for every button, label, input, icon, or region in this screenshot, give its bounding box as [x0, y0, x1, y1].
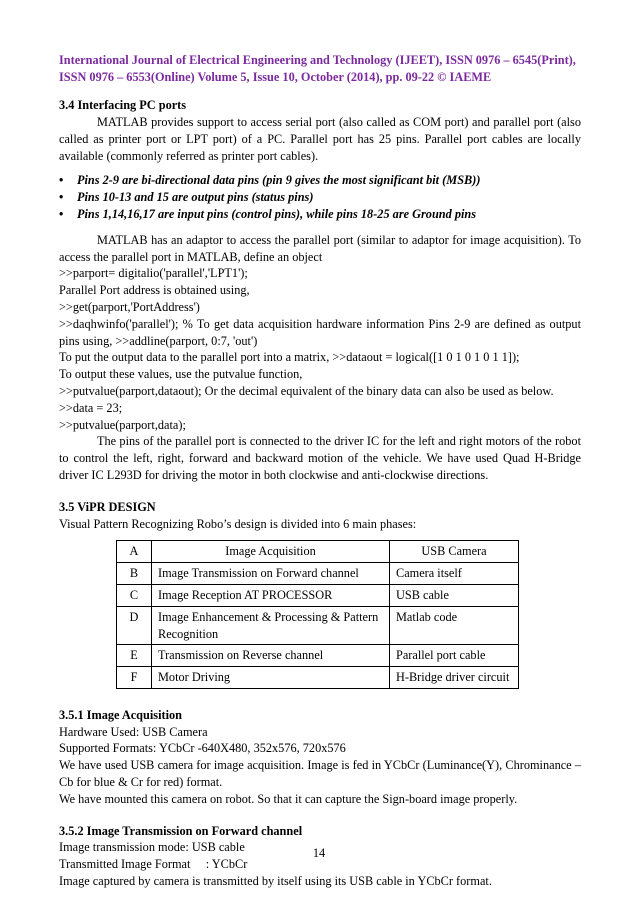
table-cell: USB cable: [390, 584, 519, 606]
section-heading-3-4: 3.4 Interfacing PC ports: [59, 98, 187, 113]
text-line: We have mounted this camera on robot. So that it can capture the Sign-board image properly.: [59, 791, 518, 806]
table-cell: Image Transmission on Forward channel: [152, 563, 390, 585]
table-cell: E: [117, 645, 152, 667]
code-line: >>data = 23;: [59, 400, 123, 415]
design-phases-table: [116, 540, 519, 689]
table-cell: Image Enhancement & Processing & Pattern Recognition: [152, 606, 390, 645]
page-number: 14: [312, 846, 326, 860]
code-line: >>putvalue(parport,data);: [59, 417, 186, 432]
bullet-item: • Pins 10-13 and 15 are output pins (status pins): [59, 190, 314, 205]
table-cell: H-Bridge driver circuit: [390, 667, 519, 689]
paragraph-matlab-adaptor: MATLAB has an adaptor to access the parallel port (similar to adaptor for image acquisition). To access the parallel port in MATLAB, define an object: [59, 232, 581, 264]
code-line: >>parport= digitalio('parallel','LPT1');: [59, 266, 248, 281]
bullet-icon: •: [59, 190, 64, 205]
section-heading-3-5-1: 3.5.1 Image Acquisition: [59, 707, 182, 722]
table-cell: Motor Driving: [152, 667, 390, 689]
table-row: [117, 606, 519, 645]
bullet-icon: •: [59, 173, 64, 188]
pin-bullet-list: [59, 172, 581, 222]
text-line: To output these values, use the putvalue function,: [59, 367, 303, 382]
table-cell: A: [117, 541, 152, 563]
paragraph-design-phases: Visual Pattern Recognizing Robo’s design is divided into 6 main phases:: [59, 516, 417, 531]
table-cell: Transmission on Reverse channel: [152, 645, 390, 667]
table-row: [117, 667, 519, 689]
journal-header: [59, 52, 581, 85]
code-line: >>putvalue(parport,dataout); Or the decimal equivalent of the binary data can also be used as below.: [59, 383, 554, 398]
table-cell: Parallel port cable: [390, 645, 519, 667]
table-cell: F: [117, 667, 152, 689]
text-line: To put the output data to the parallel port into a matrix, >>dataout = logical([1 0 1 0 1 0 1 1]);: [59, 350, 520, 365]
table-cell: B: [117, 563, 152, 585]
bullet-item: • Pins 2-9 are bi-directional data pins (pin 9 gives the most significant bit (MSB)): [59, 173, 481, 188]
table-cell: D: [117, 606, 152, 645]
table-row: [117, 563, 519, 585]
journal-header-line-2: ISSN 0976 – 6553(Online) Volume 5, Issue 10, October (2014), pp. 09-22 © IAEME: [59, 69, 492, 84]
paper-page: [59, 52, 581, 890]
table-cell: Image Acquisition: [152, 541, 390, 563]
table-row: [117, 541, 519, 563]
code-line: >>get(parport,'PortAddress'): [59, 299, 200, 314]
table-cell: Image Reception AT PROCESSOR: [152, 584, 390, 606]
text-line: Image captured by camera is transmitted by itself using its USB cable in YCbCr format.: [59, 874, 492, 889]
section-heading-3-5: 3.5 ViPR DESIGN: [59, 499, 156, 514]
table-row: [117, 584, 519, 606]
paragraph-intro-3-4: MATLAB provides support to access serial port (also called as COM port) and parallel port (also called as printer port or LPT port) of a PC. Parallel port has 25 pins. Parallel port cables are locally available (commonly referred as printer port cables).: [59, 114, 581, 163]
table-cell: Matlab code: [390, 606, 519, 645]
text-line: Supported Formats: YCbCr -640X480, 352x576, 720x576: [59, 741, 346, 756]
section-heading-3-5-2: 3.5.2 Image Transmission on Forward channel: [59, 823, 303, 838]
journal-header-line-1: International Journal of Electrical Engineering and Technology (IJEET), ISSN 0976 – 6545(Print),: [59, 53, 576, 67]
bullet-item: • Pins 1,14,16,17 are input pins (control pins), while pins 18-25 are Ground pins: [59, 206, 477, 221]
table-cell: C: [117, 584, 152, 606]
paragraph-driver-ic: The pins of the parallel port is connected to the driver IC for the left and right motors of the robot to control the left, right, forward and backward motion of the vehicle. We have used Quad H-Bridge driver IC L293D for driving the motor in both clockwise and anti-clockwise directions.: [59, 434, 581, 482]
text-line: We have used USB camera for image acquisition. Image is fed in YCbCr (Luminance(Y), Chrominance – Cb for blue & Cr for red) format.: [59, 758, 581, 790]
code-line: >>daqhwinfo('parallel'); % To get data acquisition hardware information Pins 2-9 are defined as output pins using, >>addline(parport, 0:7, 'out'): [59, 316, 581, 348]
table-cell: USB Camera: [390, 541, 519, 563]
text-line: Transmitted Image Format : YCbCr: [59, 857, 248, 872]
text-line: Image transmission mode: USB cable: [59, 840, 245, 855]
table-row: [117, 645, 519, 667]
table-cell: Camera itself: [390, 563, 519, 585]
text-line: Hardware Used: USB Camera: [59, 724, 208, 739]
text-line: Parallel Port address is obtained using,: [59, 283, 250, 298]
bullet-icon: •: [59, 206, 64, 221]
